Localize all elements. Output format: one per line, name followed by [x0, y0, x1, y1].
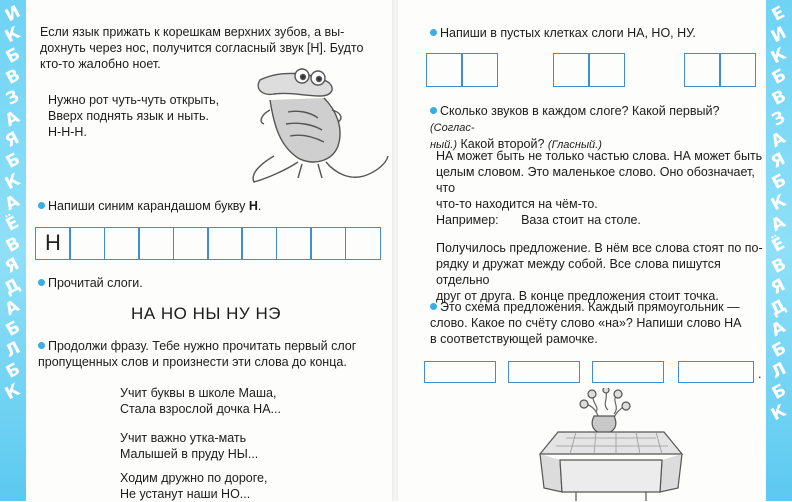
- right-page: [396, 0, 766, 501]
- example-sentence: Ваза стоит на столе.: [521, 213, 641, 227]
- poem-text: Нужно рот чуть-чуть открыть, Вверх поднять язык и ныть. Н-Н-Н.: [48, 93, 220, 139]
- intro-text: Если язык прижать к корешкам верхних зубов, а вы- дохнуть через нос, получится согласный звук [Н]. Будто кто-то жалобно ноет.: [40, 25, 364, 71]
- verse-3: Ходим дружно по дороге, Не устанут наши НО...: [120, 471, 268, 501]
- alphabet-letter: Б: [768, 170, 790, 194]
- alphabet-letter: К: [767, 190, 790, 216]
- syllable-cells-na[interactable]: [426, 53, 497, 87]
- alphabet-letter: Л: [1, 337, 24, 363]
- writing-cell[interactable]: [426, 53, 463, 87]
- writing-cell[interactable]: [207, 227, 243, 260]
- left-page: [26, 0, 394, 501]
- bullet-icon: [430, 303, 437, 310]
- alphabet-letter: Д: [767, 295, 791, 321]
- task-read-syllables: Прочитай слоги.: [38, 275, 143, 291]
- writing-cell[interactable]: [276, 227, 312, 260]
- alphabet-letter: З: [2, 86, 23, 110]
- bullet-icon: [430, 29, 437, 36]
- left-alphabet-strip: [0, 0, 26, 501]
- alphabet-letter: Д: [1, 274, 25, 300]
- writing-cell[interactable]: [553, 53, 590, 87]
- syllable-cells-no[interactable]: [553, 53, 624, 87]
- alphabet-letter: В: [2, 233, 24, 257]
- bullet-icon: [430, 107, 437, 114]
- alphabet-letter: Ё: [768, 233, 789, 257]
- alphabet-letter: К: [1, 22, 24, 48]
- writing-cell[interactable]: [104, 227, 140, 260]
- writing-cell[interactable]: [173, 227, 209, 260]
- alphabet-letter: Я: [2, 254, 24, 278]
- alphabet-letter: К: [1, 379, 24, 405]
- alphabet-letter: А: [2, 296, 24, 320]
- left-alphabet-letters: [0, 1, 26, 405]
- writing-cell[interactable]: [461, 53, 498, 87]
- alphabet-letter: Б: [2, 317, 24, 341]
- alphabet-letter: А: [2, 191, 24, 215]
- verse-2: Учит важно утка-мать Малышей в пруду НЫ...: [120, 431, 259, 461]
- alphabet-letter: Б: [768, 338, 790, 362]
- alphabet-letter: Б: [768, 65, 790, 89]
- alphabet-letter: В: [768, 254, 790, 278]
- alphabet-letter: Я: [768, 149, 790, 173]
- alphabet-letter: А: [768, 128, 790, 152]
- alphabet-letter: Б: [2, 359, 24, 383]
- alphabet-letter: Я: [2, 128, 24, 152]
- alphabet-letter: Е: [768, 2, 789, 26]
- verse-1: Учит буквы в школе Маша, Стала взрослой дочка НА...: [120, 386, 281, 416]
- writing-cell[interactable]: Н: [35, 227, 71, 260]
- paragraph-na-word: НА может быть не только частью слова. НА может быть целым словом. Это маленькое слово. Оно обозначает, что что-то находится на чём-то. Например:: [436, 149, 763, 227]
- alphabet-letter: К: [767, 43, 790, 69]
- task-sentence-scheme: Это схема предложения. Каждый прямоугольник — слово. Какое по счёту слово «на»? Напиши слово НА в соответствующей рамочке.: [430, 300, 742, 346]
- scheme-word-box-2[interactable]: [508, 361, 580, 383]
- letter-writing-cells[interactable]: [35, 227, 379, 260]
- syllables-line: НА НО НЫ НУ НЭ: [131, 304, 281, 323]
- task-continue-phrase: Продолжи фразу. Тебе нужно прочитать первый слог пропущенных слов и произнести эти слова до конца.: [38, 339, 357, 369]
- writing-cell[interactable]: [138, 227, 174, 260]
- alphabet-letter: К: [1, 169, 24, 195]
- alphabet-letter: А: [2, 107, 24, 131]
- alphabet-letter: К: [767, 400, 790, 426]
- writing-cell[interactable]: [69, 227, 105, 260]
- alphabet-letter: Б: [2, 149, 24, 173]
- alphabet-letter: В: [2, 65, 24, 89]
- writing-cell[interactable]: [241, 227, 277, 260]
- alphabet-letter: А: [768, 317, 790, 341]
- writing-cell[interactable]: [719, 53, 756, 87]
- scheme-period: .: [758, 367, 762, 381]
- writing-cell[interactable]: [588, 53, 625, 87]
- alphabet-letter: Б: [2, 44, 24, 68]
- task-write-letter: Напиши синим карандашом букву Н.: [38, 198, 261, 214]
- alphabet-letter: В: [768, 86, 790, 110]
- alphabet-letter: Ё: [2, 212, 23, 236]
- alphabet-letter: З: [768, 107, 789, 131]
- writing-cell[interactable]: [345, 227, 381, 260]
- writing-cell[interactable]: [684, 53, 721, 87]
- writing-cell[interactable]: [310, 227, 346, 260]
- scheme-word-box-1[interactable]: [424, 361, 496, 383]
- right-alphabet-letters: [766, 4, 792, 424]
- paragraph-sentence: Получилось предложение. В нём все слова стоят по по- рядку и дружат между собой. Все слова пишутся отдельно друг от друга. В конце предложения стоит точка.: [436, 241, 763, 303]
- alphabet-letter: И: [1, 1, 24, 27]
- alphabet-letter: А: [768, 212, 790, 236]
- task-fill-syllables: Напиши в пустых клетках слоги НА, НО, НУ.: [430, 25, 696, 41]
- bullet-icon: [38, 279, 45, 286]
- scheme-word-box-3[interactable]: [592, 361, 664, 383]
- alphabet-letter: Я: [768, 275, 790, 299]
- bullet-icon: [38, 342, 45, 349]
- alphabet-letter: И: [767, 22, 790, 48]
- scheme-word-box-4[interactable]: [678, 361, 754, 383]
- alphabet-letter: Б: [768, 380, 790, 404]
- alphabet-letter: Л: [767, 358, 790, 384]
- task-count-sounds: Сколько звуков в каждом слоге? Какой первый? (Соглас- ный.) Какой второй? (Гласный.): [430, 104, 720, 151]
- right-alphabet-strip: [766, 0, 792, 501]
- syllable-cells-nu[interactable]: [684, 53, 755, 87]
- bullet-icon: [38, 202, 45, 209]
- table-with-vase-illustration: [536, 388, 686, 501]
- crocodile-illustration: [240, 66, 390, 188]
